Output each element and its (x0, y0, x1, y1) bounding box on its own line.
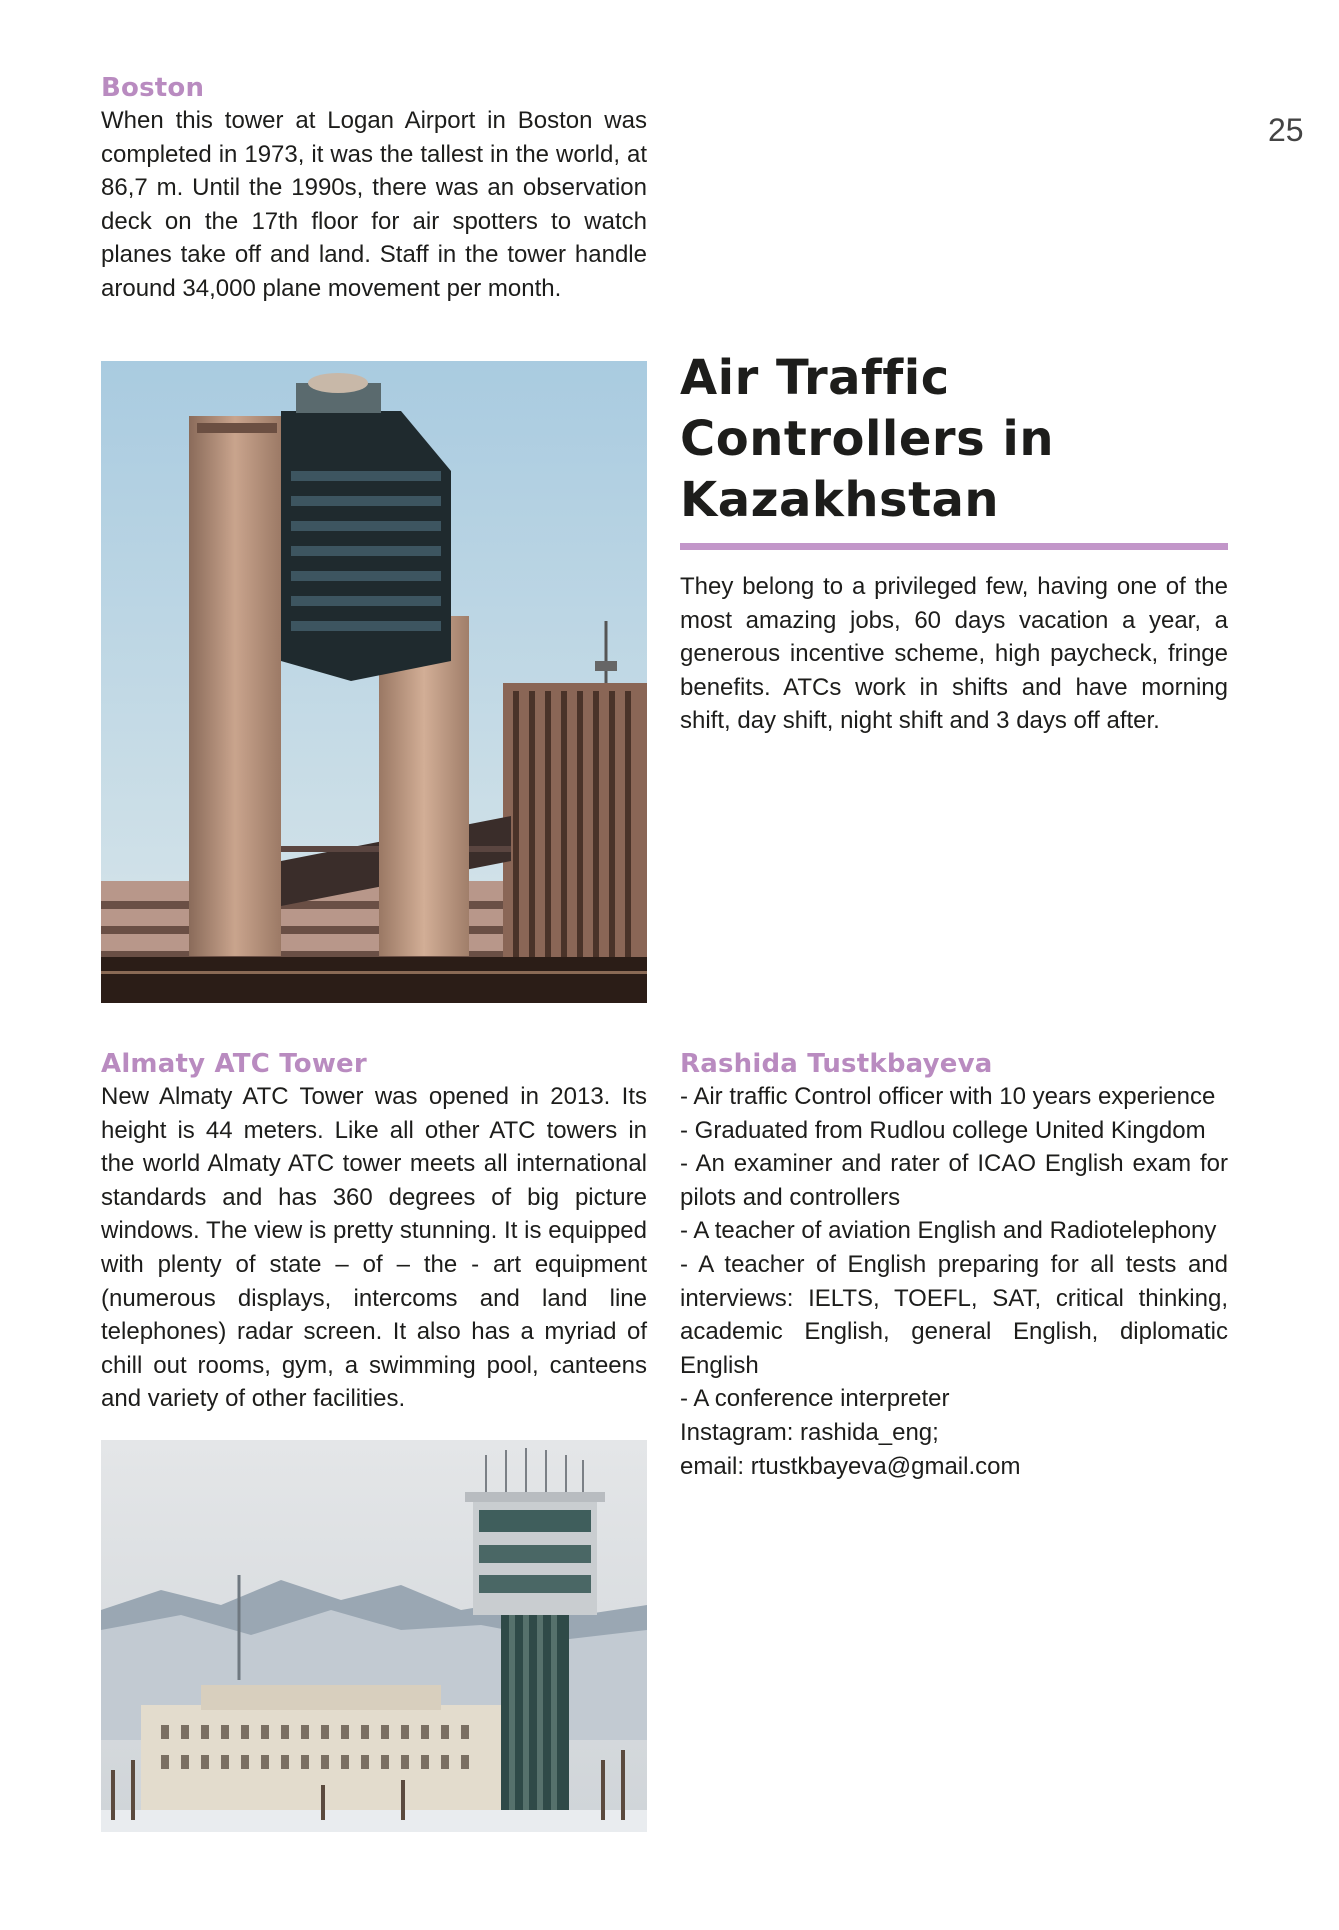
author-bio-line: - A teacher of English preparing for all tests and interviews: IELTS, TOEFL, SAT, critical thinking, academic English, general English, diplomatic English (680, 1250, 1228, 1379)
author-heading: Rashida Tustkbayeva (680, 1049, 993, 1079)
intro-text: They belong to a privileged few, having one of the most amazing jobs, 60 days vacation a year, a generous incentive scheme, high paycheck, fringe benefits. ATCs work in shifts and have morning shift, day shift, night shift and 3 days off after. (680, 573, 1228, 735)
page-number: 25 (1268, 112, 1304, 148)
boston-heading: Boston (101, 73, 205, 103)
author-section (680, 1048, 1228, 1483)
author-bio (680, 1080, 1228, 1483)
main-title-line-3: Kazakhstan (680, 472, 1000, 528)
title-divider (680, 543, 1228, 550)
author-bio-line: - Graduated from Rudlou college United Kingdom (680, 1116, 1206, 1144)
author-bio-line: - An examiner and rater of ICAO English exam for pilots and controllers (680, 1150, 1228, 1211)
author-bio-line: - Air traffic Control officer with 10 years experience (680, 1083, 1216, 1110)
main-title (680, 348, 1228, 531)
boston-text: When this tower at Logan Airport in Boston was completed in 1973, it was the tallest in the world, at 86,7 m. Until the 1990s, there was an observation deck on the 17th floor for air spotters to watch planes take off and land. Staff in the tower handle around 34,000 plane movement per month. (101, 107, 647, 302)
author-bio-line: - A teacher of aviation English and Radiotelephony (680, 1217, 1217, 1245)
almaty-heading: Almaty ATC Tower (101, 1049, 367, 1079)
main-title-line-2: Controllers in (680, 411, 1055, 467)
almaty-section (101, 1048, 647, 1416)
author-email: email: rtustkbayeva@gmail.com (680, 1452, 1021, 1480)
boston-section (101, 72, 647, 306)
logan-tower-photo (101, 361, 647, 1003)
author-bio-line: - A conference interpreter (680, 1385, 950, 1413)
almaty-tower-photo (101, 1440, 647, 1832)
main-title-line-1: Air Traffic (680, 350, 950, 406)
almaty-text: New Almaty ATC Tower was opened in 2013. Its height is 44 meters. Like all other ATC towers in the world Almaty ATC tower meets all international standards and has 360 degrees of big picture windows. The view is pretty stunning. It is equipped with plenty of state – of – the - art equipment (numerous displays, intercoms and land line telephones) radar screen. It also has a myriad of chill out rooms, gym, a swimming pool, canteens and variety of other facilities. (101, 1083, 647, 1413)
author-instagram: Instagram: rashida_eng; (680, 1418, 939, 1446)
